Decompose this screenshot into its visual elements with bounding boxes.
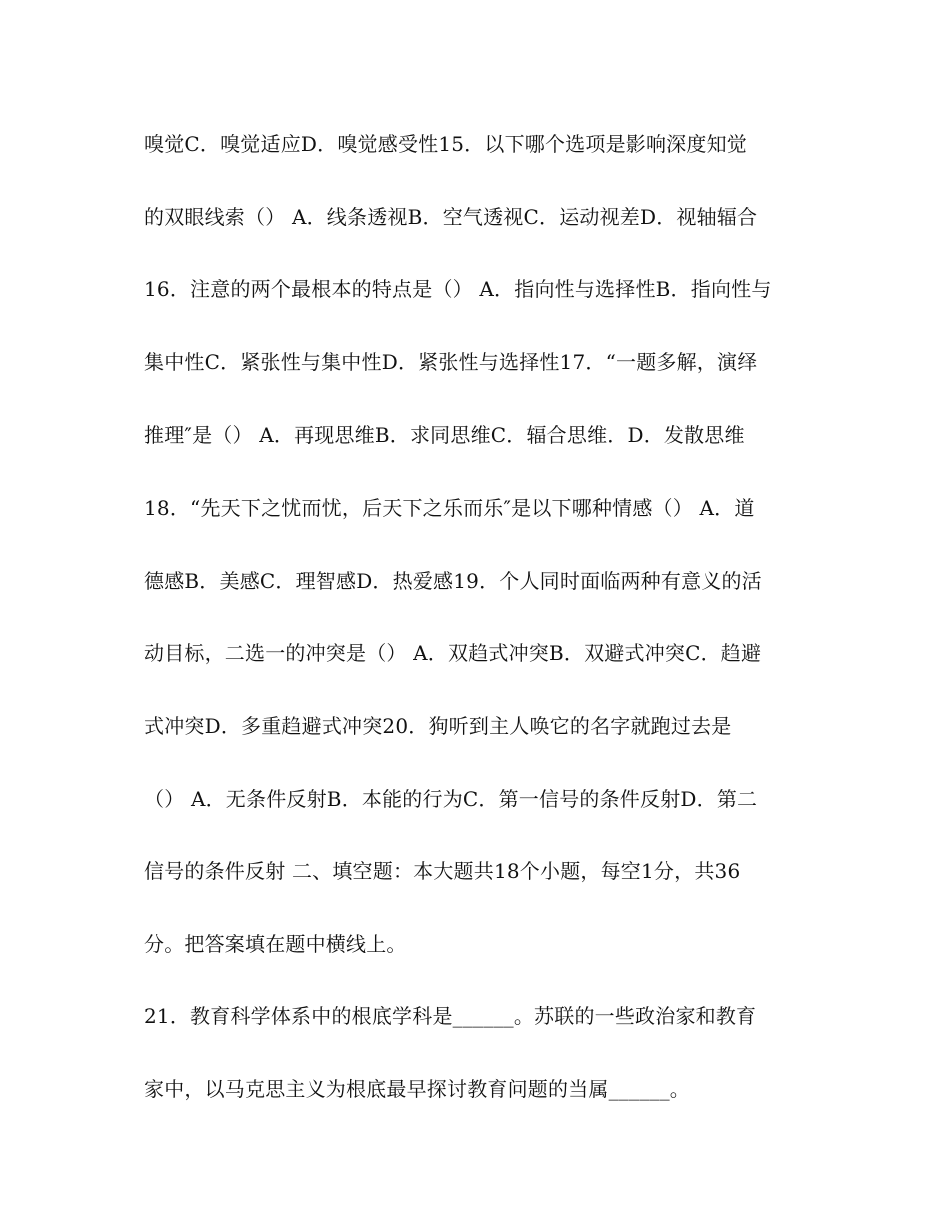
text-line: 德感B．美感C．理智感D．热爱感19．个人同时面临两种有意义的活 <box>144 569 762 593</box>
text-line: 18．“先天下之忧而忧，后天下之乐而乐″是以下哪种情感（） A．道 <box>144 496 755 520</box>
text-line: 21．教育科学体系中的根底学科是______。苏联的一些政治家和教育 <box>144 1004 757 1028</box>
text-line: 16．注意的两个最根本的特点是（） A．指向性与选择性B．指向性与 <box>144 277 772 301</box>
text-line: 家中，以马克思主义为根底最早探讨教育问题的当属______。 <box>144 1077 690 1101</box>
text-line: 推理″是（） A．再现思维B．求同思维C．辐合思维．D．发散思维 <box>144 423 745 447</box>
text-line: 信号的条件反射 二、填空题：本大题共18个小题，每空1分，共36 <box>144 859 741 883</box>
text-line: 式冲突D．多重趋避式冲突20．狗听到主人唤它的名字就跑过去是 <box>144 714 732 738</box>
text-line: 集中性C．紧张性与集中性D．紧张性与选择性17．“一题多解，演绎 <box>144 350 758 374</box>
text-line: 动目标，二选一的冲突是（） A．双趋式冲突B．双避式冲突C．趋避 <box>144 641 762 665</box>
text-line: （） A．无条件反射B．本能的行为C．第一信号的条件反射D．第二 <box>144 787 758 811</box>
text-line: 的双眼线索（） A．线条透视B．空气透视C．运动视差D．视轴辐合 <box>144 205 758 229</box>
text-line: 嗅觉C．嗅觉适应D．嗅觉感受性15．以下哪个选项是影响深度知觉 <box>144 132 747 156</box>
text-line: 分。把答案填在题中横线上。 <box>144 932 407 956</box>
